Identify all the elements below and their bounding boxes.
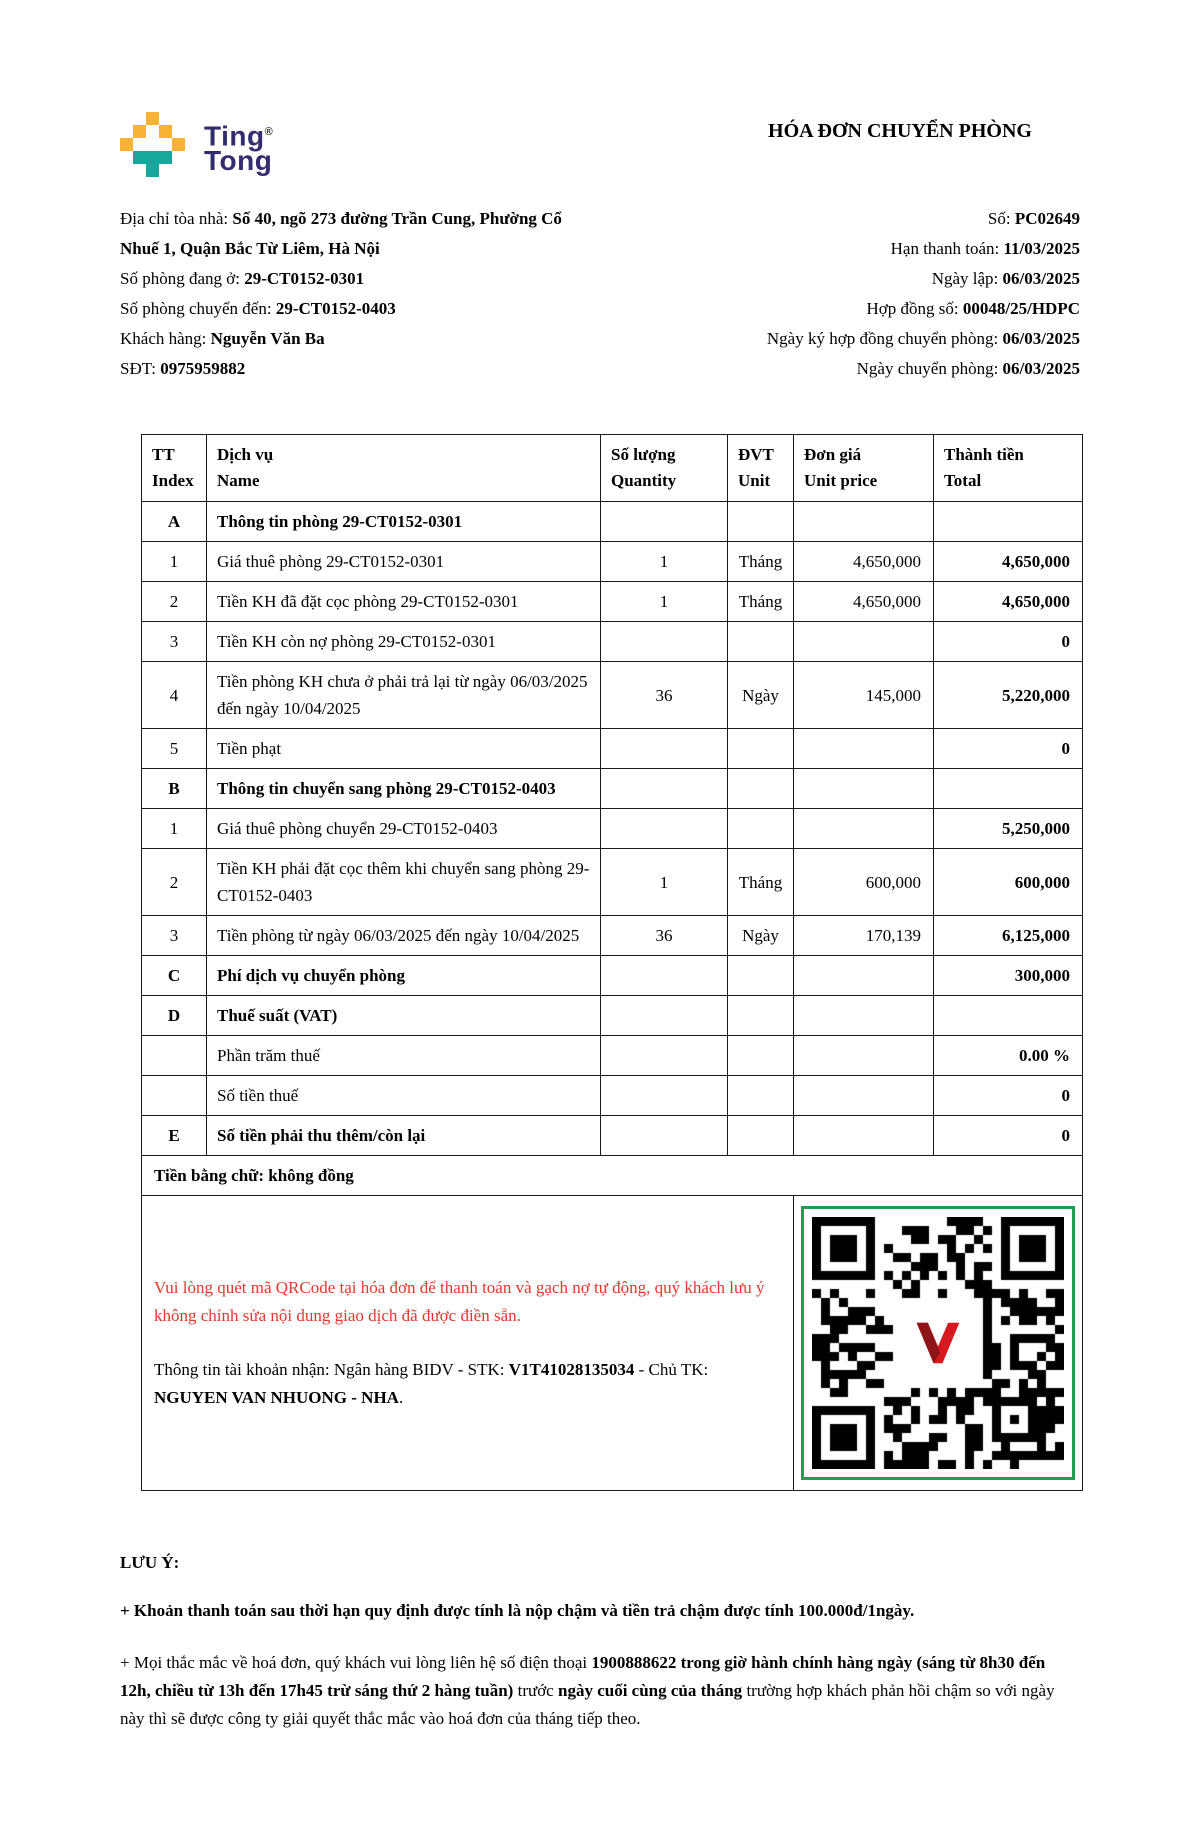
customer-name: Khách hàng: Nguyễn Văn Ba — [120, 329, 325, 348]
cell-total: 6,125,000 — [934, 916, 1083, 956]
cell-unit-price: 145,000 — [794, 662, 934, 729]
cell-total: 0 — [934, 622, 1083, 662]
cell-index: D — [142, 996, 207, 1036]
destination-room: Số phòng chuyển đến: 29-CT0152-0403 — [120, 299, 396, 318]
cell-quantity — [601, 956, 728, 996]
cell-unit-price — [794, 502, 934, 542]
cell-unit-price — [794, 1076, 934, 1116]
cell-unit-price: 170,139 — [794, 916, 934, 956]
amount-in-words-row — [142, 1156, 1083, 1196]
table-row — [142, 849, 1083, 916]
cell-index: B — [142, 769, 207, 809]
cell-name: Số tiền thuế — [207, 1076, 601, 1116]
cell-name: Thông tin chuyển sang phòng 29-CT0152-0403 — [207, 769, 601, 809]
cell-name: Tiền phạt — [207, 729, 601, 769]
late-payment-note: + Khoản thanh toán sau thời hạn quy định được tính là nộp chậm và tiền trả chậm được tính 100.000đ/1ngày. — [120, 1601, 915, 1620]
cell-unit-price — [794, 809, 934, 849]
notes-heading: LƯU Ý: — [120, 1553, 180, 1572]
account-info: Thông tin tài khoản nhận: Ngân hàng BIDV - STK: V1T41028135034 - Chủ TK: NGUYEN VAN NHUONG - NHA. — [154, 1360, 709, 1407]
payment-instructions-cell — [142, 1196, 794, 1491]
payment-row — [142, 1196, 1083, 1491]
cell-unit — [728, 502, 794, 542]
tingtong-logo-icon — [120, 112, 190, 182]
cell-name: Phần trăm thuế — [207, 1036, 601, 1076]
cell-index: C — [142, 956, 207, 996]
table-row — [142, 1116, 1083, 1156]
brand-word-line2: Tong — [204, 145, 273, 177]
cell-name: Tiền KH còn nợ phòng 29-CT0152-0301 — [207, 622, 601, 662]
column-header-total: Thành tiền Total — [934, 435, 1083, 502]
table-row — [142, 956, 1083, 996]
registered-trademark: ® — [264, 126, 274, 138]
cell-index — [142, 1076, 207, 1116]
table-row — [142, 769, 1083, 809]
brand-wordmark — [204, 120, 274, 177]
cell-unit — [728, 1076, 794, 1116]
table-row — [142, 662, 1083, 729]
cell-unit — [728, 809, 794, 849]
payment-qr-code — [801, 1206, 1075, 1480]
invoice-number: Số: PC02649 — [987, 209, 1080, 228]
table-header-row — [142, 435, 1083, 502]
cell-unit-price — [794, 1116, 934, 1156]
cell-total: 0 — [934, 1116, 1083, 1156]
cell-index: 3 — [142, 622, 207, 662]
cell-quantity — [601, 769, 728, 809]
cell-total: 4,650,000 — [934, 582, 1083, 622]
column-header-index: TT Index — [142, 435, 207, 502]
invoice-title: HÓA ĐƠN CHUYỂN PHÒNG — [768, 120, 1032, 142]
cell-name: Tiền phòng KH chưa ở phải trả lại từ ngày 06/03/2025 đến ngày 10/04/2025 — [207, 662, 601, 729]
cell-unit: Ngày — [728, 916, 794, 956]
cell-quantity — [601, 809, 728, 849]
cell-total: 300,000 — [934, 956, 1083, 996]
cell-unit-price — [794, 769, 934, 809]
column-header-unit-price: Đơn giá Unit price — [794, 435, 934, 502]
cell-total: 5,220,000 — [934, 662, 1083, 729]
cell-quantity — [601, 622, 728, 662]
cell-name: Thông tin phòng 29-CT0152-0301 — [207, 502, 601, 542]
cell-name: Phí dịch vụ chuyển phòng — [207, 956, 601, 996]
cell-index: 3 — [142, 916, 207, 956]
cell-index — [142, 1036, 207, 1076]
note2-segment: + Mọi thắc mắc về hoá đơn, quý khách vui lòng liên hệ số điện thoại — [120, 1653, 592, 1672]
cell-unit — [728, 956, 794, 996]
column-header-name: Dịch vụ Name — [207, 435, 601, 502]
table-row — [142, 916, 1083, 956]
cell-total — [934, 502, 1083, 542]
table-row — [142, 542, 1083, 582]
note2-segment: trước — [513, 1681, 558, 1700]
hotline-note — [120, 1649, 1080, 1733]
table-row — [142, 622, 1083, 662]
cell-unit — [728, 1036, 794, 1076]
cell-total — [934, 769, 1083, 809]
invoice-info-right — [600, 204, 1080, 384]
table-row — [142, 1036, 1083, 1076]
cell-quantity — [601, 996, 728, 1036]
cell-unit: Ngày — [728, 662, 794, 729]
invoice-info — [0, 204, 1200, 384]
cell-unit: Tháng — [728, 582, 794, 622]
cell-index: 5 — [142, 729, 207, 769]
cell-unit — [728, 1116, 794, 1156]
cell-unit-price — [794, 729, 934, 769]
invoice-table — [141, 434, 1083, 1491]
qr-code-cell — [794, 1196, 1083, 1491]
cell-unit-price: 600,000 — [794, 849, 934, 916]
cell-total: 5,250,000 — [934, 809, 1083, 849]
cell-quantity — [601, 1116, 728, 1156]
cell-name: Giá thuê phòng chuyển 29-CT0152-0403 — [207, 809, 601, 849]
cell-index: E — [142, 1116, 207, 1156]
column-header-unit: ĐVT Unit — [728, 435, 794, 502]
cell-name: Giá thuê phòng 29-CT0152-0301 — [207, 542, 601, 582]
cell-quantity: 1 — [601, 542, 728, 582]
brand-word-line1: Ting® — [204, 120, 274, 152]
payment-due-date: Hạn thanh toán: 11/03/2025 — [890, 239, 1080, 258]
cell-total: 0 — [934, 729, 1083, 769]
cell-index: A — [142, 502, 207, 542]
table-row — [142, 809, 1083, 849]
cell-quantity: 1 — [601, 582, 728, 622]
cell-name: Tiền KH phải đặt cọc thêm khi chuyển sang phòng 29-CT0152-0403 — [207, 849, 601, 916]
cell-index: 1 — [142, 542, 207, 582]
cell-index: 4 — [142, 662, 207, 729]
vietqr-v-icon — [904, 1309, 972, 1377]
cell-unit: Tháng — [728, 542, 794, 582]
table-row — [142, 1076, 1083, 1116]
invoice-header — [0, 0, 1200, 182]
cell-unit — [728, 622, 794, 662]
cell-name: Thuế suất (VAT) — [207, 996, 601, 1036]
current-room: Số phòng đang ở: 29-CT0152-0301 — [120, 269, 365, 288]
cell-unit-price — [794, 622, 934, 662]
contract-sign-date: Ngày ký hợp đồng chuyển phòng: 06/03/2025 — [766, 329, 1080, 348]
table-row — [142, 996, 1083, 1036]
cell-quantity — [601, 1036, 728, 1076]
cell-unit-price — [794, 1036, 934, 1076]
cell-index: 1 — [142, 809, 207, 849]
amount-in-words: Tiền bằng chữ: không đồng — [142, 1156, 1083, 1196]
cell-unit-price: 4,650,000 — [794, 542, 934, 582]
cell-quantity — [601, 502, 728, 542]
customer-phone: SĐT: 0975959882 — [120, 359, 246, 378]
cell-name: Tiền phòng từ ngày 06/03/2025 đến ngày 10/04/2025 — [207, 916, 601, 956]
cell-quantity — [601, 729, 728, 769]
table-row — [142, 502, 1083, 542]
table-row — [142, 729, 1083, 769]
cell-index: 2 — [142, 582, 207, 622]
cell-total: 0 — [934, 1076, 1083, 1116]
footer-notes — [0, 1553, 1200, 1733]
cell-unit-price: 4,650,000 — [794, 582, 934, 622]
cell-index: 2 — [142, 849, 207, 916]
building-address: Địa chỉ tòa nhà: Số 40, ngõ 273 đường Trần Cung, Phường Cổ Nhuế 1, Quận Bắc Từ Liêm, Hà Nội — [120, 209, 562, 258]
cell-unit-price — [794, 996, 934, 1036]
issue-date: Ngày lập: 06/03/2025 — [931, 269, 1080, 288]
brand-logo — [120, 112, 273, 182]
invoice-info-left — [120, 204, 600, 384]
cell-total: 4,650,000 — [934, 542, 1083, 582]
cell-quantity: 36 — [601, 916, 728, 956]
cell-quantity: 1 — [601, 849, 728, 916]
cell-unit-price — [794, 956, 934, 996]
cell-quantity: 36 — [601, 662, 728, 729]
qr-payment-note: Vui lòng quét mã QRCode tại hóa đơn để thanh toán và gạch nợ tự động, quý khách lưu ý không chỉnh sửa nội dung giao dịch đã được điền sẵn. — [154, 1278, 765, 1325]
cell-unit — [728, 769, 794, 809]
cell-unit: Tháng — [728, 849, 794, 916]
cell-name: Số tiền phải thu thêm/còn lại — [207, 1116, 601, 1156]
note2-segment: ngày cuối cùng của tháng — [557, 1681, 743, 1700]
cell-total: 0.00 % — [934, 1036, 1083, 1076]
table-row — [142, 582, 1083, 622]
column-header-quantity: Số lượng Quantity — [601, 435, 728, 502]
cell-name: Tiền KH đã đặt cọc phòng 29-CT0152-0301 — [207, 582, 601, 622]
cell-total — [934, 996, 1083, 1036]
contract-number: Hợp đồng số: 00048/25/HDPC — [866, 299, 1080, 318]
note2-segment: trường hợp khách phản hồi chậm so với ngày này thì sẽ được công ty giải quyết thắc mắc vào hoá đơn của tháng tiếp theo. — [120, 1681, 1055, 1728]
room-transfer-date: Ngày chuyển phòng: 06/03/2025 — [856, 359, 1080, 378]
cell-unit — [728, 996, 794, 1036]
note2-segment: 1900888622 trong giờ hành chính hàng ngày (sáng từ 8h30 đến 12h, chiều từ 13h đến 17h45 trừ sáng thứ 2 hàng tuần) — [120, 1653, 1046, 1700]
cell-unit — [728, 729, 794, 769]
cell-quantity — [601, 1076, 728, 1116]
cell-total: 600,000 — [934, 849, 1083, 916]
